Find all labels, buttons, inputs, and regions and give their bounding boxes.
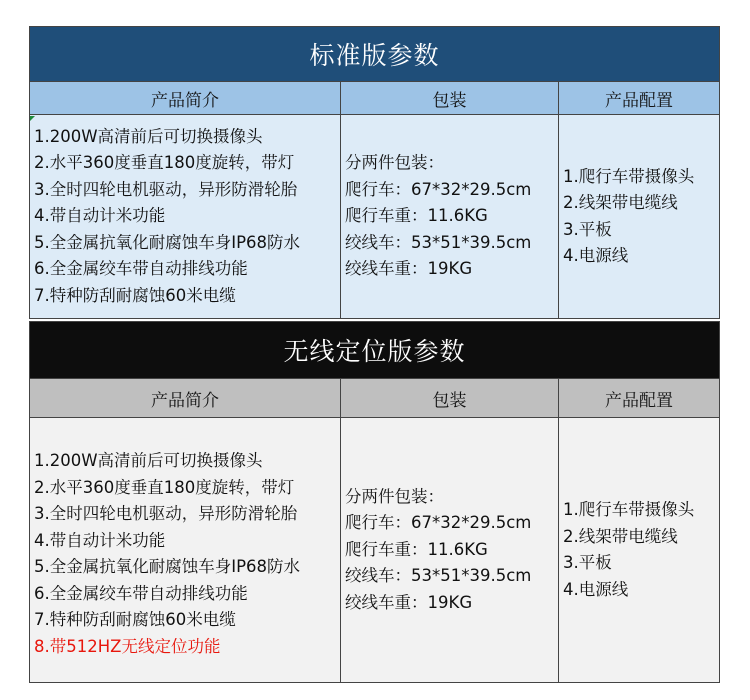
wireless-intro-cell <box>30 418 341 683</box>
intro-line: 3.全时四轮电机驱动，异形防滑轮胎 <box>34 504 298 523</box>
wireless-header-packing: 包装 <box>341 379 559 418</box>
packing-line: 绞线车：53*51*39.5cm <box>345 566 532 586</box>
standard-title: 标准版参数 <box>30 27 720 82</box>
packing-line: 爬行车重：11.6KG <box>345 206 488 226</box>
intro-line: 6.全金属绞车带自动排线功能 <box>34 583 248 603</box>
intro-line: 1.200W高清前后可切换摄像头 <box>34 451 263 470</box>
intro-line: 3.全时四轮电机驱动，异形防滑轮胎 <box>34 179 298 199</box>
packing-line: 爬行车重：11.6KG <box>345 539 488 559</box>
wireless-title: 无线定位版参数 <box>30 322 720 379</box>
intro-line: 5.全金属抗氧化耐腐蚀车身IP68防水 <box>34 232 301 252</box>
packing-line: 分两件包装： <box>345 153 444 173</box>
wireless-header-config: 产品配置 <box>559 379 720 418</box>
intro-line: 2.水平360度垂直180度旋转，带灯 <box>34 153 295 173</box>
standard-intro-cell <box>30 115 341 319</box>
config-line: 4.电源线 <box>563 579 629 599</box>
intro-line: 7.特种防刮耐腐蚀60米电缆 <box>34 285 236 305</box>
packing-line: 分两件包装： <box>345 486 444 506</box>
intro-line: 2.水平360度垂直180度旋转，带灯 <box>34 477 295 497</box>
wireless-spec-table <box>29 321 720 683</box>
intro-line: 1.200W高清前后可切换摄像头 <box>34 126 263 146</box>
packing-line: 绞线车重：19KG <box>345 592 473 612</box>
packing-line: 爬行车：67*32*29.5cm <box>345 179 532 199</box>
standard-packing-cell <box>341 115 559 319</box>
standard-header-config: 产品配置 <box>559 82 720 115</box>
standard-header-intro: 产品简介 <box>30 82 341 115</box>
intro-line: 4.带自动计米功能 <box>34 206 166 226</box>
config-line: 3.平板 <box>563 219 612 239</box>
config-line: 2.线架带电缆线 <box>563 526 678 546</box>
packing-line: 爬行车：67*32*29.5cm <box>345 513 532 533</box>
config-line: 2.线架带电缆线 <box>563 193 678 212</box>
packing-line: 绞线车：53*51*39.5cm <box>345 232 532 252</box>
wireless-header-intro: 产品简介 <box>30 379 341 418</box>
wireless-packing-cell <box>341 418 559 683</box>
standard-config-cell <box>559 115 720 319</box>
config-line: 1.爬行车带摄像头 <box>563 166 695 186</box>
intro-line: 4.带自动计米功能 <box>34 530 166 550</box>
intro-highlight-line: 8.带512HZ无线定位功能 <box>34 636 221 656</box>
wireless-config-cell <box>559 418 720 683</box>
intro-line: 6.全金属绞车带自动排线功能 <box>34 259 248 279</box>
config-line: 4.电源线 <box>563 246 629 265</box>
intro-line: 5.全金属抗氧化耐腐蚀车身IP68防水 <box>34 557 301 576</box>
standard-header-packing: 包装 <box>341 82 559 115</box>
intro-line: 7.特种防刮耐腐蚀60米电缆 <box>34 610 236 629</box>
standard-spec-table <box>29 26 720 319</box>
packing-line: 绞线车重：19KG <box>345 259 473 279</box>
cell-comment-marker <box>30 116 35 121</box>
config-line: 3.平板 <box>563 553 612 572</box>
config-line: 1.爬行车带摄像头 <box>563 500 695 519</box>
